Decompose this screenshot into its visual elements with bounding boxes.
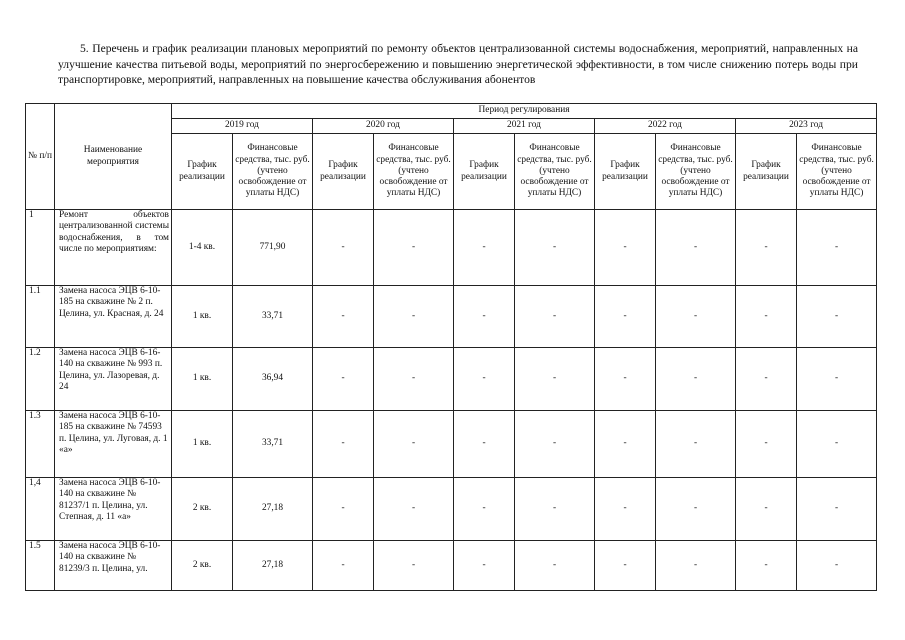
row-name: Ремонт объектов централизованной системы водоснабжения, в том числе по мероприятиям:: [55, 210, 172, 286]
row-value: -: [595, 348, 656, 411]
row-value: -: [736, 348, 797, 411]
row-value: -: [374, 478, 454, 541]
row-value: -: [454, 541, 515, 591]
header-finance-2022: Финансовые средства, тыс. руб. (учтено освобождение от уплаты НДС): [656, 134, 736, 210]
row-name: Замена насоса ЭЦВ 6-16-140 на скважине № 993 п. Целина, ул. Лазоревая, д. 24: [55, 348, 172, 411]
row-value: -: [454, 210, 515, 286]
row-value: -: [313, 210, 374, 286]
row-value: -: [797, 286, 877, 348]
header-num: № п/п: [26, 104, 55, 210]
row-value: -: [374, 210, 454, 286]
row-value: -: [736, 286, 797, 348]
section-heading-text: 5. Перечень и график реализации плановых мероприятий по ремонту объектов централизованной системы водоснабжения, мероприятий, направленных на улучшение качества питьевой воды, мероприятий по энергосбережению и повышению энергетической эффективности, в том числе снижению потерь воды при транспортировке, мероприятий, направленных на повышение качества обслуживания абонентов: [58, 42, 858, 86]
header-schedule-2021: График реализации: [454, 134, 515, 210]
header-schedule-2022: График реализации: [595, 134, 656, 210]
row-value: -: [515, 541, 595, 591]
row-value: -: [515, 348, 595, 411]
row-value: -: [515, 411, 595, 478]
row-value: -: [374, 411, 454, 478]
table-row: [26, 210, 877, 286]
row-value: -: [454, 348, 515, 411]
row-value: -: [656, 541, 736, 591]
row-name: Замена насоса ЭЦВ 6-10-185 на скважине № 74593 п. Целина, ул. Луговая, д. 1 «а»: [55, 411, 172, 478]
row-name: Замена насоса ЭЦВ 6-10-140 на скважине № 81239/3 п. Целина, ул.: [55, 541, 172, 591]
row-value: 36,94: [233, 348, 313, 411]
header-finance-2020: Финансовые средства, тыс. руб. (учтено освобождение от уплаты НДС): [374, 134, 454, 210]
schedule-table: [25, 103, 877, 591]
header-finance-2021: Финансовые средства, тыс. руб. (учтено освобождение от уплаты НДС): [515, 134, 595, 210]
row-value: 33,71: [233, 286, 313, 348]
row-value: -: [454, 478, 515, 541]
row-value: 27,18: [233, 541, 313, 591]
row-value: 33,71: [233, 411, 313, 478]
row-value: -: [374, 286, 454, 348]
row-value: -: [736, 541, 797, 591]
row-value: -: [374, 541, 454, 591]
row-value: -: [454, 411, 515, 478]
row-value: 1 кв.: [172, 411, 233, 478]
row-value: 27,18: [233, 478, 313, 541]
row-value: -: [313, 348, 374, 411]
row-value: -: [656, 210, 736, 286]
row-value: -: [656, 348, 736, 411]
row-value: -: [515, 478, 595, 541]
header-schedule-2020: График реализации: [313, 134, 374, 210]
row-value: 1-4 кв.: [172, 210, 233, 286]
header-period: Период регулирования: [172, 104, 877, 119]
row-value: -: [797, 411, 877, 478]
row-value: -: [797, 478, 877, 541]
row-value: -: [736, 478, 797, 541]
row-value: -: [656, 411, 736, 478]
row-value: 1 кв.: [172, 286, 233, 348]
row-value: -: [515, 210, 595, 286]
table-row: [26, 541, 877, 591]
row-num: 1,4: [26, 478, 55, 541]
header-finance-2019: Финансовые средства, тыс. руб. (учтено освобождение от уплаты НДС): [233, 134, 313, 210]
header-name: Наименование мероприятия: [55, 104, 172, 210]
section-heading: [58, 41, 858, 88]
row-num: 1.5: [26, 541, 55, 591]
row-value: -: [595, 286, 656, 348]
row-value: -: [313, 411, 374, 478]
table-row: [26, 286, 877, 348]
row-value: -: [374, 348, 454, 411]
header-year-2019: 2019 год: [172, 119, 313, 134]
row-value: -: [454, 286, 515, 348]
row-num: 1.1: [26, 286, 55, 348]
row-value: -: [797, 541, 877, 591]
header-year-2023: 2023 год: [736, 119, 877, 134]
row-name: Замена насоса ЭЦВ 6-10-185 на скважине № 2 п. Целина, ул. Красная, д. 24: [55, 286, 172, 348]
row-value: -: [797, 210, 877, 286]
row-num: 1: [26, 210, 55, 286]
table-row: [26, 411, 877, 478]
header-schedule-2023: График реализации: [736, 134, 797, 210]
row-value: -: [736, 411, 797, 478]
row-value: -: [797, 348, 877, 411]
row-num: 1.2: [26, 348, 55, 411]
row-value: -: [595, 210, 656, 286]
header-year-2021: 2021 год: [454, 119, 595, 134]
row-value: -: [595, 478, 656, 541]
header-schedule-2019: График реализации: [172, 134, 233, 210]
row-value: -: [595, 541, 656, 591]
header-year-2022: 2022 год: [595, 119, 736, 134]
row-value: 2 кв.: [172, 541, 233, 591]
row-value: 2 кв.: [172, 478, 233, 541]
row-name: Замена насоса ЭЦВ 6-10-140 на скважине № 81237/1 п. Целина, ул. Степная, д. 11 «а»: [55, 478, 172, 541]
header-finance-2023: Финансовые средства, тыс. руб. (учтено освобождение от уплаты НДС): [797, 134, 877, 210]
row-value: 771,90: [233, 210, 313, 286]
row-num: 1.3: [26, 411, 55, 478]
row-value: -: [656, 478, 736, 541]
row-value: -: [515, 286, 595, 348]
table-row: [26, 478, 877, 541]
row-value: -: [595, 411, 656, 478]
row-value: -: [736, 210, 797, 286]
row-value: 1 кв.: [172, 348, 233, 411]
header-year-2020: 2020 год: [313, 119, 454, 134]
row-value: -: [313, 286, 374, 348]
row-value: -: [313, 478, 374, 541]
row-value: -: [656, 286, 736, 348]
row-value: -: [313, 541, 374, 591]
table-row: [26, 348, 877, 411]
